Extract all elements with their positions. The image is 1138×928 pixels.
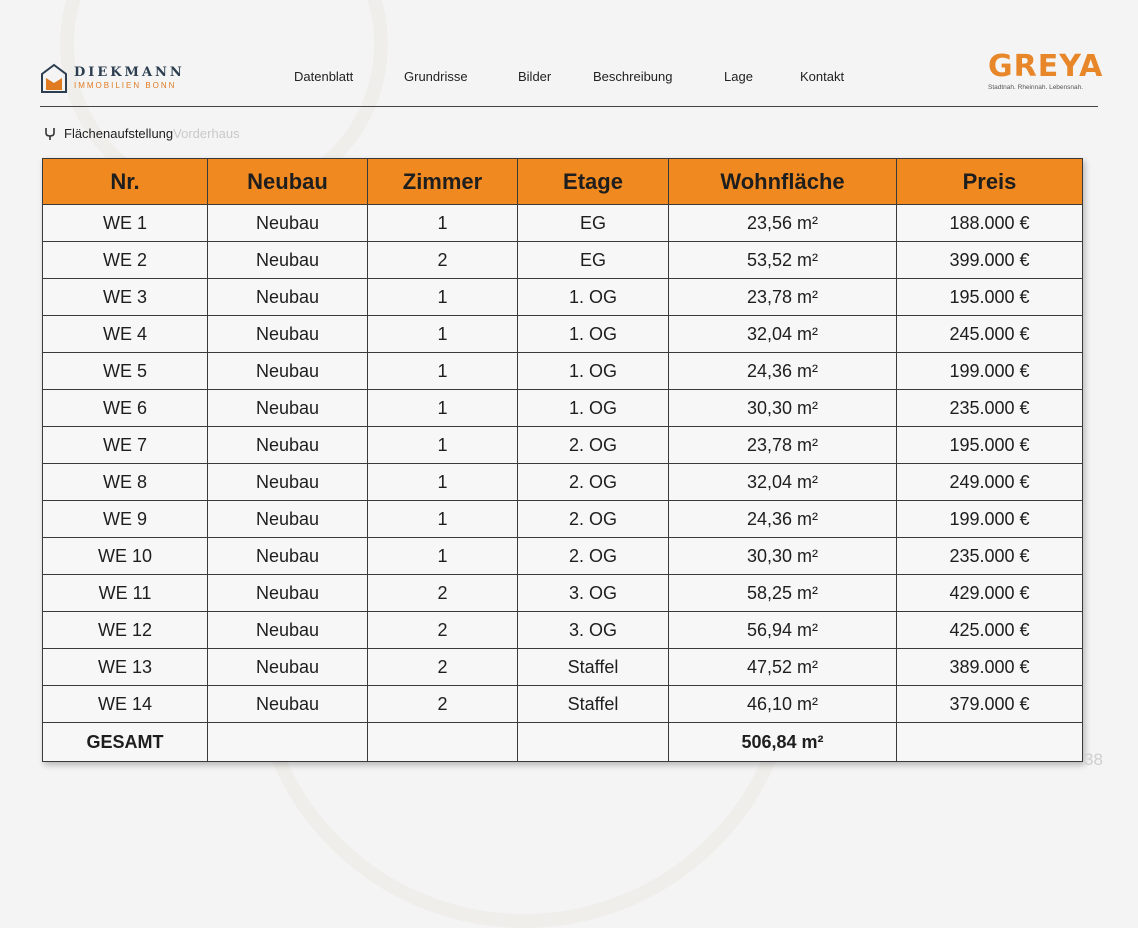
cell-preis: 245.000 € (897, 316, 1083, 353)
cell-etage: EG (518, 242, 669, 279)
cell-preis: 235.000 € (897, 538, 1083, 575)
cell-etage: 3. OG (518, 612, 669, 649)
breadcrumb-current[interactable]: Flächenaufstellung (64, 126, 174, 141)
cell-preis: 199.000 € (897, 353, 1083, 390)
cell-nr: WE 11 (43, 575, 208, 612)
cell-preis: 249.000 € (897, 464, 1083, 501)
total-cell-neubau (208, 723, 368, 762)
cell-wohnflaeche: 58,25 m² (669, 575, 897, 612)
fork-icon (44, 127, 56, 141)
cell-zimmer: 2 (368, 242, 518, 279)
cell-preis: 399.000 € (897, 242, 1083, 279)
cell-etage: Staffel (518, 649, 669, 686)
cell-wohnflaeche: 23,56 m² (669, 205, 897, 242)
cell-preis: 425.000 € (897, 612, 1083, 649)
cell-neubau: Neubau (208, 686, 368, 723)
nav-datenblatt[interactable]: Datenblatt (294, 69, 354, 84)
cell-wohnflaeche: 32,04 m² (669, 316, 897, 353)
brand-name: DIEKMANN (74, 65, 185, 80)
column-header-wohnflaeche: Wohnfläche (669, 159, 897, 205)
table-row (43, 464, 1083, 501)
breadcrumb (44, 126, 240, 141)
cell-etage: 2. OG (518, 538, 669, 575)
nav-grundrisse[interactable]: Grundrisse (404, 69, 468, 84)
cell-etage: 2. OG (518, 464, 669, 501)
cell-neubau: Neubau (208, 464, 368, 501)
cell-preis: 188.000 € (897, 205, 1083, 242)
cell-nr: WE 14 (43, 686, 208, 723)
table-header-row (43, 159, 1083, 205)
cell-wohnflaeche: 23,78 m² (669, 427, 897, 464)
cell-zimmer: 1 (368, 464, 518, 501)
brand-subtitle: IMMOBILIEN BONN (74, 81, 177, 90)
cell-zimmer: 2 (368, 612, 518, 649)
column-header-neubau: Neubau (208, 159, 368, 205)
table-row (43, 575, 1083, 612)
nav-kontakt[interactable]: Kontakt (800, 69, 845, 84)
cell-neubau: Neubau (208, 279, 368, 316)
nav-lage[interactable]: Lage (724, 69, 753, 84)
cell-nr: WE 13 (43, 649, 208, 686)
cell-zimmer: 1 (368, 427, 518, 464)
table-row (43, 501, 1083, 538)
cell-neubau: Neubau (208, 205, 368, 242)
header (0, 0, 1138, 108)
total-cell-zimmer (368, 723, 518, 762)
cell-zimmer: 1 (368, 501, 518, 538)
cell-nr: WE 10 (43, 538, 208, 575)
column-header-nr: Nr. (43, 159, 208, 205)
area-price-table (42, 158, 1083, 762)
cell-etage: 2. OG (518, 501, 669, 538)
cell-zimmer: 2 (368, 686, 518, 723)
table-row (43, 649, 1083, 686)
breadcrumb-faded: Vorderhaus (173, 126, 240, 141)
cell-nr: WE 8 (43, 464, 208, 501)
cell-neubau: Neubau (208, 427, 368, 464)
cell-zimmer: 2 (368, 575, 518, 612)
page-number: 38 (1084, 750, 1103, 769)
cell-wohnflaeche: 53,52 m² (669, 242, 897, 279)
greya-logo[interactable] (988, 49, 1104, 91)
table-row (43, 686, 1083, 723)
nav-bilder[interactable]: Bilder (518, 69, 552, 84)
cell-preis: 379.000 € (897, 686, 1083, 723)
cell-nr: WE 5 (43, 353, 208, 390)
table-row (43, 427, 1083, 464)
total-row (43, 723, 1083, 762)
cell-wohnflaeche: 24,36 m² (669, 353, 897, 390)
cell-nr: WE 4 (43, 316, 208, 353)
greya-wordmark: GREYA (988, 49, 1104, 84)
cell-nr: WE 6 (43, 390, 208, 427)
cell-zimmer: 1 (368, 279, 518, 316)
cell-wohnflaeche: 30,30 m² (669, 390, 897, 427)
diekmann-logo[interactable] (40, 62, 185, 94)
total-cell-wohnflaeche: 506,84 m² (669, 723, 897, 762)
cell-preis: 429.000 € (897, 575, 1083, 612)
greya-tagline: Stadtnah. Rheinnah. Lebensnah. (988, 84, 1084, 91)
cell-etage: 1. OG (518, 279, 669, 316)
table-row (43, 242, 1083, 279)
table-row (43, 353, 1083, 390)
column-header-etage: Etage (518, 159, 669, 205)
table-row (43, 538, 1083, 575)
cell-zimmer: 2 (368, 649, 518, 686)
cell-neubau: Neubau (208, 316, 368, 353)
cell-preis: 389.000 € (897, 649, 1083, 686)
cell-nr: WE 7 (43, 427, 208, 464)
cell-neubau: Neubau (208, 649, 368, 686)
cell-neubau: Neubau (208, 538, 368, 575)
cell-wohnflaeche: 24,36 m² (669, 501, 897, 538)
table-row (43, 316, 1083, 353)
cell-zimmer: 1 (368, 390, 518, 427)
cell-etage: EG (518, 205, 669, 242)
table-row (43, 205, 1083, 242)
cell-zimmer: 1 (368, 353, 518, 390)
cell-wohnflaeche: 56,94 m² (669, 612, 897, 649)
cell-etage: 2. OG (518, 427, 669, 464)
cell-wohnflaeche: 30,30 m² (669, 538, 897, 575)
cell-neubau: Neubau (208, 612, 368, 649)
cell-neubau: Neubau (208, 242, 368, 279)
table-row (43, 612, 1083, 649)
cell-wohnflaeche: 47,52 m² (669, 649, 897, 686)
cell-wohnflaeche: 23,78 m² (669, 279, 897, 316)
total-cell-etage (518, 723, 669, 762)
cell-preis: 199.000 € (897, 501, 1083, 538)
cell-etage: 1. OG (518, 316, 669, 353)
column-header-zimmer: Zimmer (368, 159, 518, 205)
cell-etage: 3. OG (518, 575, 669, 612)
house-icon (40, 62, 68, 94)
cell-neubau: Neubau (208, 575, 368, 612)
cell-etage: 1. OG (518, 353, 669, 390)
cell-neubau: Neubau (208, 353, 368, 390)
cell-wohnflaeche: 46,10 m² (669, 686, 897, 723)
header-divider (40, 106, 1098, 107)
cell-nr: WE 9 (43, 501, 208, 538)
cell-zimmer: 1 (368, 205, 518, 242)
total-cell-preis (897, 723, 1083, 762)
cell-etage: Staffel (518, 686, 669, 723)
cell-neubau: Neubau (208, 501, 368, 538)
cell-zimmer: 1 (368, 316, 518, 353)
cell-nr: WE 3 (43, 279, 208, 316)
cell-preis: 235.000 € (897, 390, 1083, 427)
total-cell-nr: GESAMT (43, 723, 208, 762)
cell-wohnflaeche: 32,04 m² (669, 464, 897, 501)
cell-preis: 195.000 € (897, 279, 1083, 316)
nav-beschreibung[interactable]: Beschreibung (593, 69, 673, 84)
cell-nr: WE 12 (43, 612, 208, 649)
cell-nr: WE 1 (43, 205, 208, 242)
cell-nr: WE 2 (43, 242, 208, 279)
cell-etage: 1. OG (518, 390, 669, 427)
column-header-preis: Preis (897, 159, 1083, 205)
table-row (43, 279, 1083, 316)
cell-zimmer: 1 (368, 538, 518, 575)
table-row (43, 390, 1083, 427)
cell-neubau: Neubau (208, 390, 368, 427)
cell-preis: 195.000 € (897, 427, 1083, 464)
